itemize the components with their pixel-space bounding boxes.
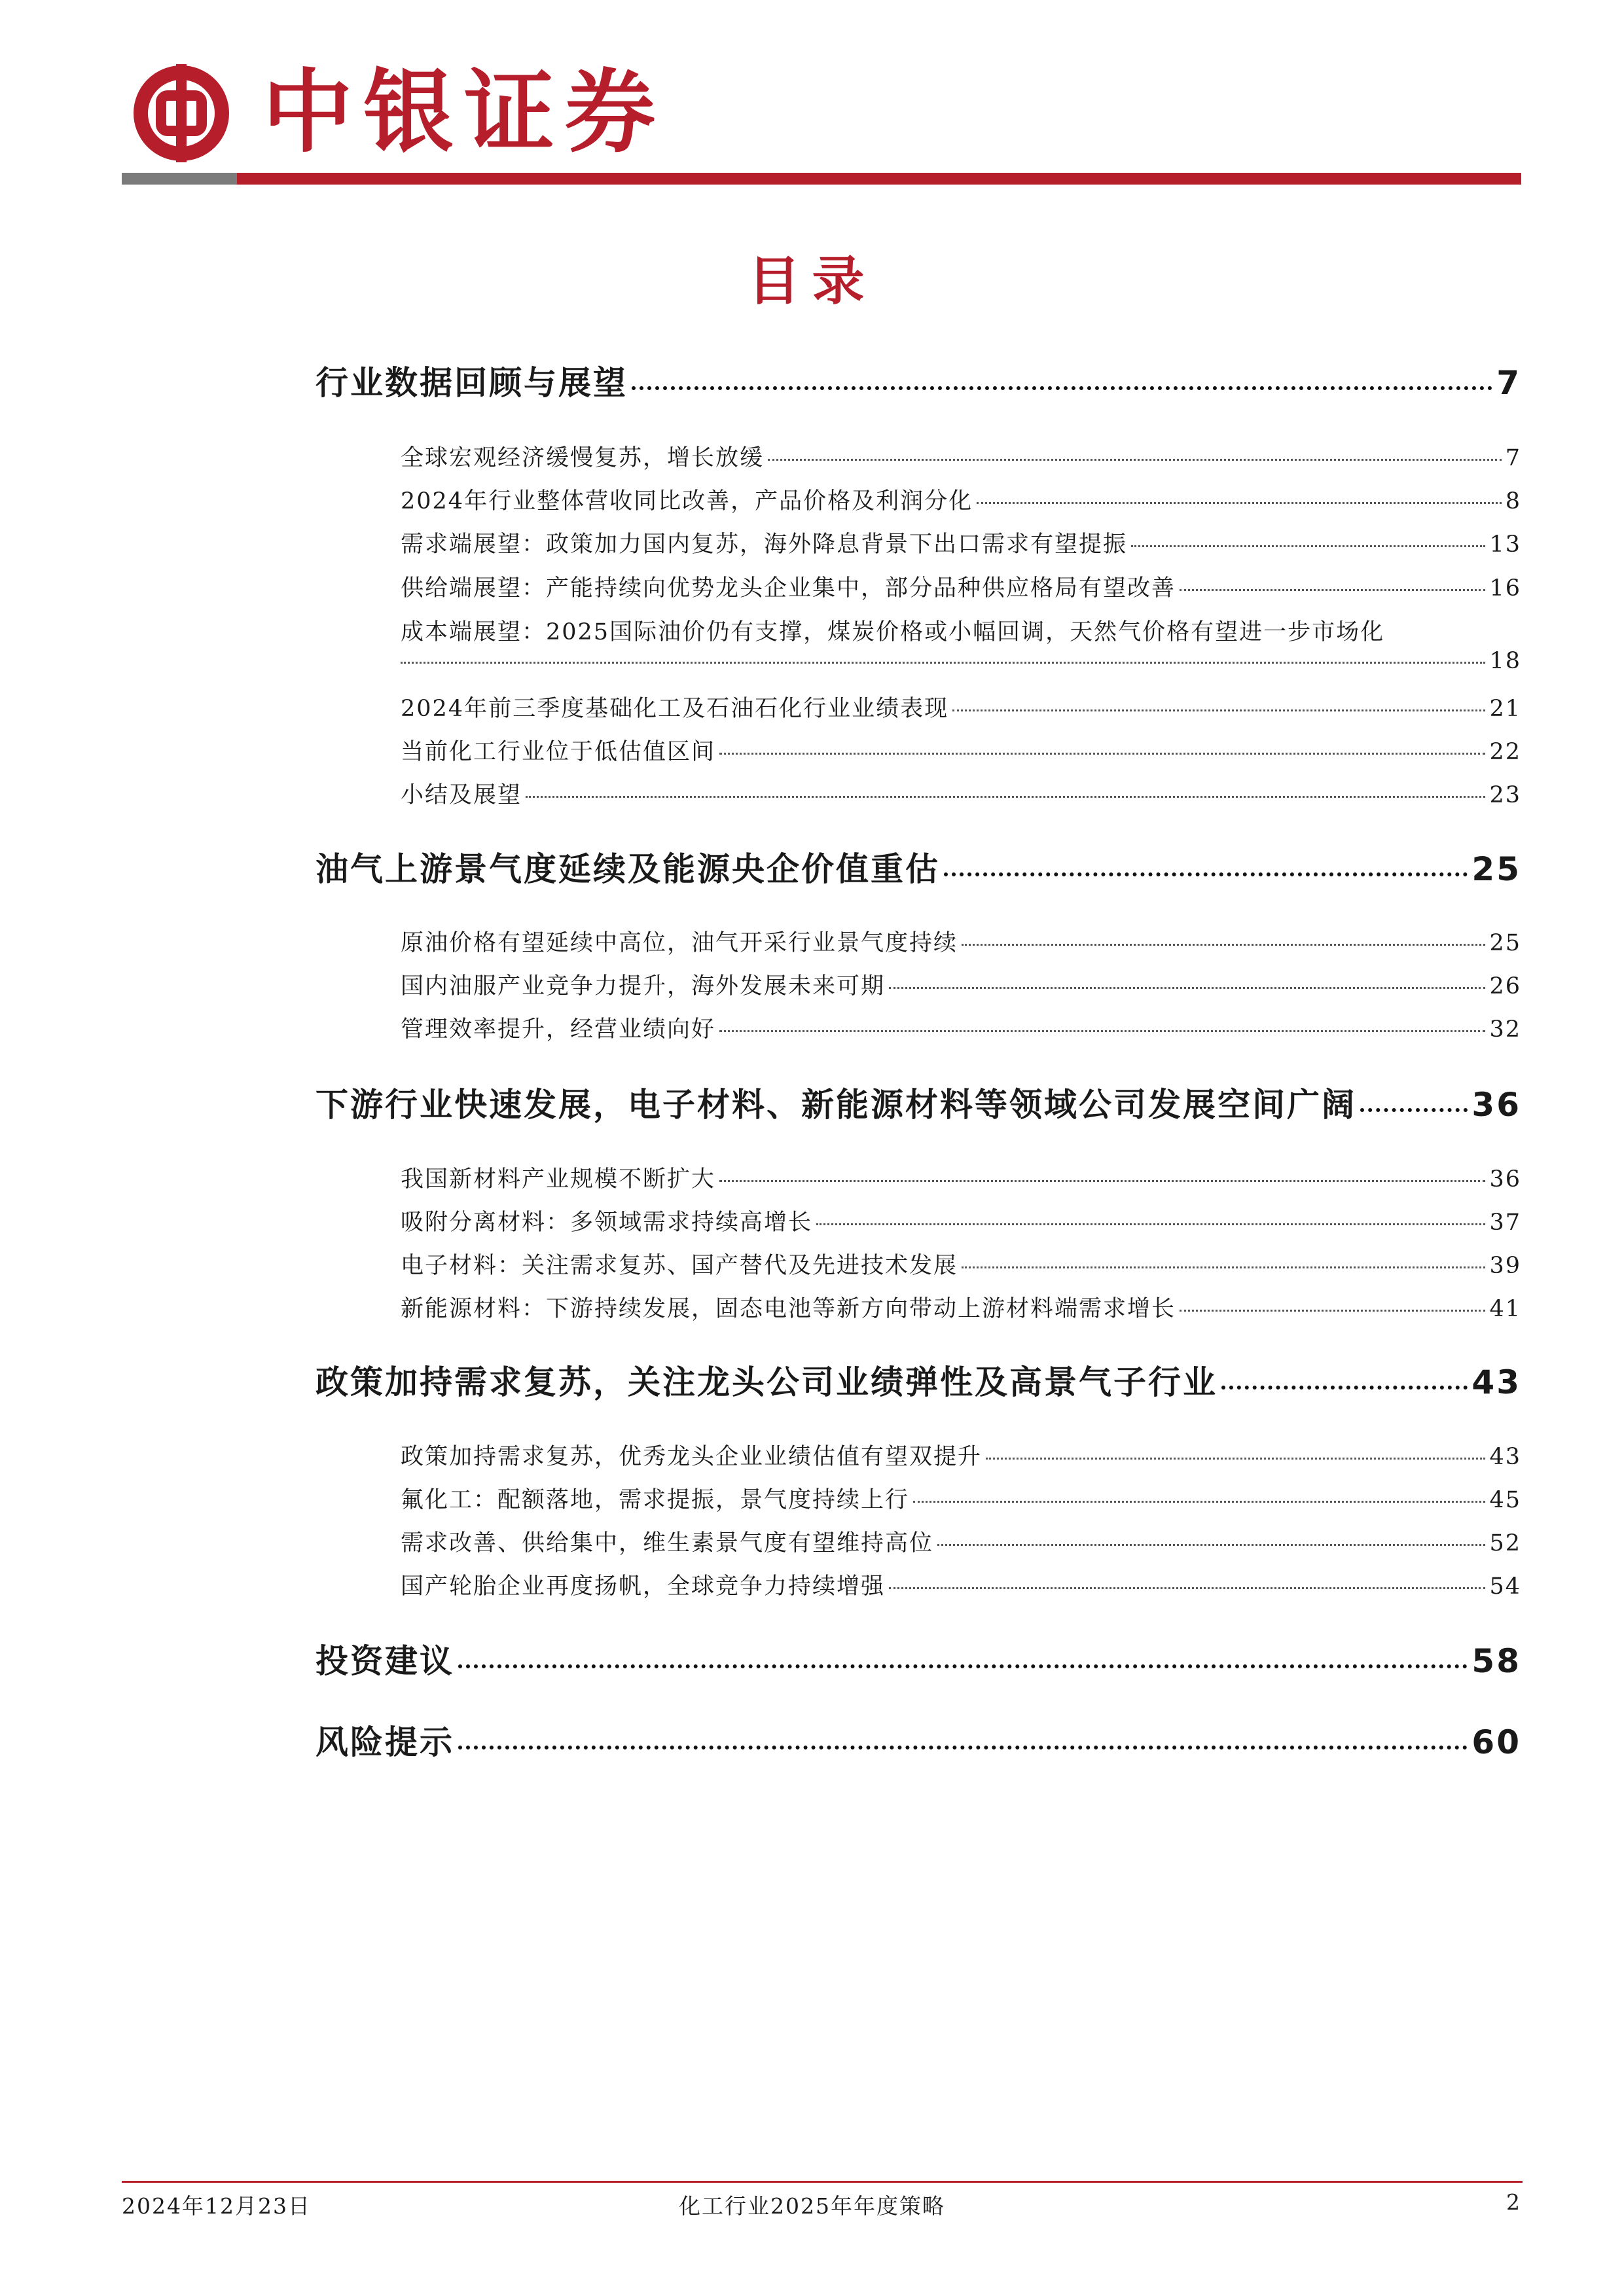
footer-page-number: 2 <box>1506 2189 1521 2215</box>
toc-page-number: 37 <box>1489 1210 1521 1236</box>
toc-page-number: 54 <box>1489 1573 1521 1600</box>
toc-item-label: 需求端展望：政策加力国内复苏，海外降息背景下出口需求有望提振 <box>401 531 1128 558</box>
dot-leader <box>1180 589 1485 591</box>
dot-leader <box>944 872 1468 876</box>
toc-page-number: 22 <box>1489 739 1521 765</box>
toc-item[interactable] <box>401 691 1521 723</box>
dot-leader <box>768 459 1502 461</box>
dot-leader <box>1131 545 1485 547</box>
dot-leader <box>889 1587 1485 1589</box>
toc-item-label: 2024年行业整体营收同比改善，产品价格及利润分化 <box>401 488 973 514</box>
toc-page-number: 18 <box>1489 648 1521 674</box>
toc-item[interactable] <box>401 1568 1521 1601</box>
toc-page-number: 52 <box>1489 1530 1521 1556</box>
toc-page-number: 21 <box>1489 696 1521 722</box>
header-divider-red <box>237 173 1521 185</box>
toc-item-label: 国内油服产业竞争力提升，海外发展未来可期 <box>401 973 886 999</box>
toc-item-label: 管理效率提升，经营业绩向好 <box>401 1016 716 1043</box>
toc-section[interactable] <box>316 843 1521 890</box>
toc-page-number: 58 <box>1471 1642 1521 1680</box>
toc-item[interactable] <box>401 925 1521 958</box>
dot-leader <box>1180 1310 1485 1312</box>
toc-item[interactable] <box>401 1525 1521 1558</box>
toc-section-title: 行业数据回顾与展望 <box>316 364 628 402</box>
toc-section-title: 油气上游景气度延续及能源央企价值重估 <box>316 850 940 888</box>
toc-item-label: 政策加持需求复苏，优秀龙头企业业绩估值有望双提升 <box>401 1444 983 1470</box>
toc-page-number: 32 <box>1489 1016 1521 1043</box>
toc-section[interactable] <box>316 1356 1521 1403</box>
dot-leader <box>816 1223 1485 1225</box>
toc-item[interactable] <box>401 483 1521 516</box>
toc-item[interactable] <box>401 526 1521 559</box>
toc-page-number: 41 <box>1489 1296 1521 1322</box>
toc-item-label: 需求改善、供给集中，维生素景气度有望维持高位 <box>401 1530 934 1556</box>
dot-leader <box>719 1030 1485 1032</box>
toc-page-number: 23 <box>1489 782 1521 808</box>
toc-page-number: 8 <box>1505 488 1521 514</box>
toc-item[interactable] <box>401 1291 1521 1323</box>
toc-page-number: 25 <box>1489 930 1521 956</box>
toc-page-number: 26 <box>1489 973 1521 999</box>
toc-item-label: 全球宏观经济缓慢复苏，增长放缓 <box>401 445 765 471</box>
dot-leader <box>962 1266 1485 1268</box>
dot-leader <box>401 662 1485 664</box>
toc-item[interactable] <box>401 570 1521 603</box>
footer-date: 2024年12月23日 <box>122 2193 311 2219</box>
dot-leader <box>889 987 1485 989</box>
toc-section[interactable] <box>316 357 1521 404</box>
toc-section[interactable] <box>316 1079 1521 1126</box>
toc-page-number: 43 <box>1471 1363 1521 1401</box>
toc-item[interactable] <box>401 1011 1521 1044</box>
toc-item-label: 供给端展望：产能持续向优势龙头企业集中，部分品种供应格局有望改善 <box>401 575 1176 601</box>
toc-title: 目录 <box>748 251 876 312</box>
dot-leader <box>962 944 1485 946</box>
toc-page-number: 36 <box>1489 1166 1521 1193</box>
toc-item-label: 当前化工行业位于低估值区间 <box>401 739 716 765</box>
toc-page-number: 43 <box>1489 1444 1521 1470</box>
toc-item[interactable] <box>401 777 1521 810</box>
toc-item-label[interactable]: 成本端展望：2025国际油价仍有支撑，煤炭价格或小幅回调，天然气价格有望进一步市场化 <box>401 619 1385 645</box>
dot-leader <box>458 1746 1468 1749</box>
toc-item[interactable] <box>401 1204 1521 1237</box>
toc-item[interactable] <box>401 440 1521 473</box>
toc-section-title: 下游行业快速发展，电子材料、新能源材料等领域公司发展空间广阔 <box>316 1086 1356 1124</box>
footer-divider <box>122 2181 1523 2183</box>
toc-page-number: 36 <box>1471 1086 1521 1124</box>
dot-leader <box>937 1544 1485 1546</box>
toc-item-label: 原油价格有望延续中高位，油气开采行业景气度持续 <box>401 930 958 956</box>
toc-item[interactable] <box>401 648 1521 674</box>
toc-section[interactable] <box>316 1635 1521 1682</box>
toc-item-label: 我国新材料产业规模不断扩大 <box>401 1166 716 1193</box>
toc-item[interactable] <box>401 1482 1521 1515</box>
dot-leader <box>977 502 1502 504</box>
dot-leader <box>719 1180 1485 1182</box>
toc-page-number: 39 <box>1489 1253 1521 1279</box>
dot-leader <box>526 796 1485 798</box>
dot-leader <box>1221 1386 1468 1390</box>
dot-leader <box>719 753 1485 755</box>
toc-item[interactable] <box>401 1161 1521 1194</box>
toc-section-title: 风险提示 <box>316 1723 454 1761</box>
toc-page-number: 13 <box>1489 531 1521 558</box>
dot-leader <box>913 1501 1485 1503</box>
bank-of-china-logo-icon <box>132 64 230 162</box>
toc-item-label: 新能源材料：下游持续发展，固态电池等新方向带动上游材料端需求增长 <box>401 1296 1176 1322</box>
toc-item-label: 2024年前三季度基础化工及石油石化行业业绩表现 <box>401 696 949 722</box>
toc-page-number: 7 <box>1505 445 1521 471</box>
dot-leader <box>952 709 1485 711</box>
brand-name: 中银证券 <box>262 60 666 165</box>
dot-leader <box>632 386 1492 390</box>
toc-section[interactable] <box>316 1716 1521 1763</box>
toc-item-label: 电子材料：关注需求复苏、国产替代及先进技术发展 <box>401 1253 958 1279</box>
toc-item-label: 氟化工：配额落地，需求提振，景气度持续上行 <box>401 1487 910 1513</box>
dot-leader <box>1360 1108 1468 1112</box>
header-divider-gray <box>122 173 237 185</box>
toc-item-label: 小结及展望 <box>401 782 522 808</box>
page-header <box>122 58 1523 169</box>
toc-section-title: 投资建议 <box>316 1642 454 1680</box>
toc-item[interactable] <box>401 1439 1521 1471</box>
toc-item[interactable] <box>401 968 1521 1001</box>
toc-item[interactable] <box>401 734 1521 766</box>
toc-page-number: 45 <box>1489 1487 1521 1513</box>
toc-item-label: 国产轮胎企业再度扬帆，全球竞争力持续增强 <box>401 1573 886 1600</box>
toc-page-number: 60 <box>1471 1723 1521 1761</box>
toc-page-number: 7 <box>1496 364 1521 402</box>
toc-page-number: 25 <box>1471 850 1521 888</box>
toc-item[interactable] <box>401 1247 1521 1280</box>
toc-section-title: 政策加持需求复苏，关注龙头公司业绩弹性及高景气子行业 <box>316 1363 1218 1401</box>
toc-page-number: 16 <box>1489 575 1521 601</box>
dot-leader <box>458 1664 1468 1668</box>
footer-report-title: 化工行业2025年年度策略 <box>679 2193 945 2219</box>
toc-item-label: 吸附分离材料：多领域需求持续高增长 <box>401 1210 813 1236</box>
dot-leader <box>986 1458 1485 1460</box>
